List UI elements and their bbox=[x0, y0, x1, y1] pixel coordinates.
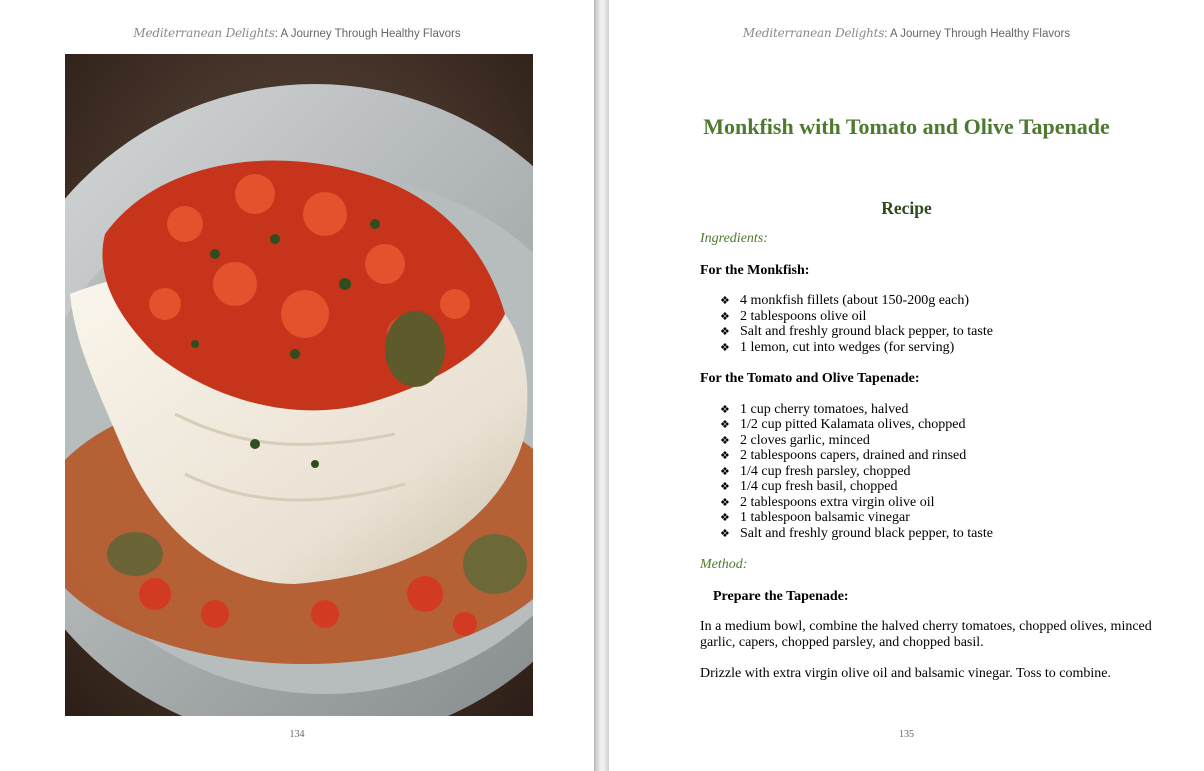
book-title-script: Mediterranean Delights bbox=[133, 26, 275, 40]
monkfish-ingredient-list bbox=[700, 293, 1170, 355]
ingredients-label: Ingredients: bbox=[700, 231, 768, 246]
method-label: Method: bbox=[700, 557, 748, 572]
recipe-title: Monkfish with Tomato and Olive Tapenade bbox=[703, 114, 1110, 139]
list-item: ❖ Salt and freshly ground black pepper, to taste bbox=[720, 525, 993, 541]
bullet-icon: ❖ bbox=[720, 419, 730, 431]
bullet-icon: ❖ bbox=[720, 496, 730, 509]
method-paragraph: In a medium bowl, combine the halved cherry tomatoes, chopped olives, minced garlic, capers, chopped parsley, and chopped basil. bbox=[700, 619, 1152, 650]
page-gutter bbox=[594, 0, 609, 771]
bullet-icon: ❖ bbox=[720, 295, 730, 307]
tapenade-ingredient-list bbox=[700, 402, 1170, 542]
bullet-icon: ❖ bbox=[720, 403, 730, 416]
bullet-icon: ❖ bbox=[720, 465, 730, 478]
running-header bbox=[609, 26, 1204, 40]
bullet-icon: ❖ bbox=[720, 450, 730, 462]
list-item: ❖ 2 tablespoons olive oil bbox=[720, 308, 867, 324]
bullet-icon: ❖ bbox=[720, 481, 730, 493]
section-heading: Recipe bbox=[881, 198, 932, 218]
book-subtitle: : A Journey Through Healthy Flavors bbox=[274, 28, 461, 40]
list-item: ❖ 1 tablespoon balsamic vinegar bbox=[720, 510, 910, 525]
tapenade-heading: For the Tomato and Olive Tapenade: bbox=[700, 371, 920, 386]
recipe-body bbox=[700, 231, 1170, 682]
list-item: ❖ 2 tablespoons capers, drained and rinsed bbox=[720, 448, 967, 463]
bullet-icon: ❖ bbox=[720, 434, 730, 447]
dish-photo bbox=[65, 54, 533, 716]
bullet-icon: ❖ bbox=[720, 341, 730, 354]
list-item: ❖ 4 monkfish fillets (about 150-200g each) bbox=[720, 293, 970, 308]
list-item: ❖ 2 cloves garlic, minced bbox=[720, 432, 870, 448]
method-paragraph: Drizzle with extra virgin olive oil and balsamic vinegar. Toss to combine. bbox=[700, 666, 1112, 681]
monkfish-heading: For the Monkfish: bbox=[700, 262, 810, 278]
right-page bbox=[609, 0, 1204, 771]
bullet-icon: ❖ bbox=[720, 527, 730, 540]
list-item: ❖ 1/4 cup fresh parsley, chopped bbox=[720, 463, 911, 479]
list-item: ❖ 1 cup cherry tomatoes, halved bbox=[720, 401, 909, 417]
list-item: ❖ 1/2 cup pitted Kalamata olives, chopped bbox=[720, 417, 966, 432]
bullet-icon: ❖ bbox=[720, 326, 730, 338]
list-item: ❖ 1/4 cup fresh basil, chopped bbox=[720, 479, 898, 494]
list-item: ❖ 1 lemon, cut into wedges (for serving) bbox=[720, 339, 955, 355]
page-number: 135 bbox=[899, 729, 914, 740]
book-subtitle: : A Journey Through Healthy Flavors bbox=[884, 28, 1071, 40]
bullet-icon: ❖ bbox=[720, 310, 730, 323]
book-title-script: Mediterranean Delights bbox=[742, 26, 885, 40]
page-number: 134 bbox=[289, 729, 305, 740]
list-item: ❖ 2 tablespoons extra virgin olive oil bbox=[720, 494, 935, 510]
list-item: ❖ Salt and freshly ground black pepper, to taste bbox=[720, 324, 993, 339]
running-header bbox=[0, 26, 594, 40]
step-heading: Prepare the Tapenade: bbox=[713, 588, 849, 604]
bullet-icon: ❖ bbox=[720, 512, 730, 524]
left-page bbox=[0, 0, 594, 771]
